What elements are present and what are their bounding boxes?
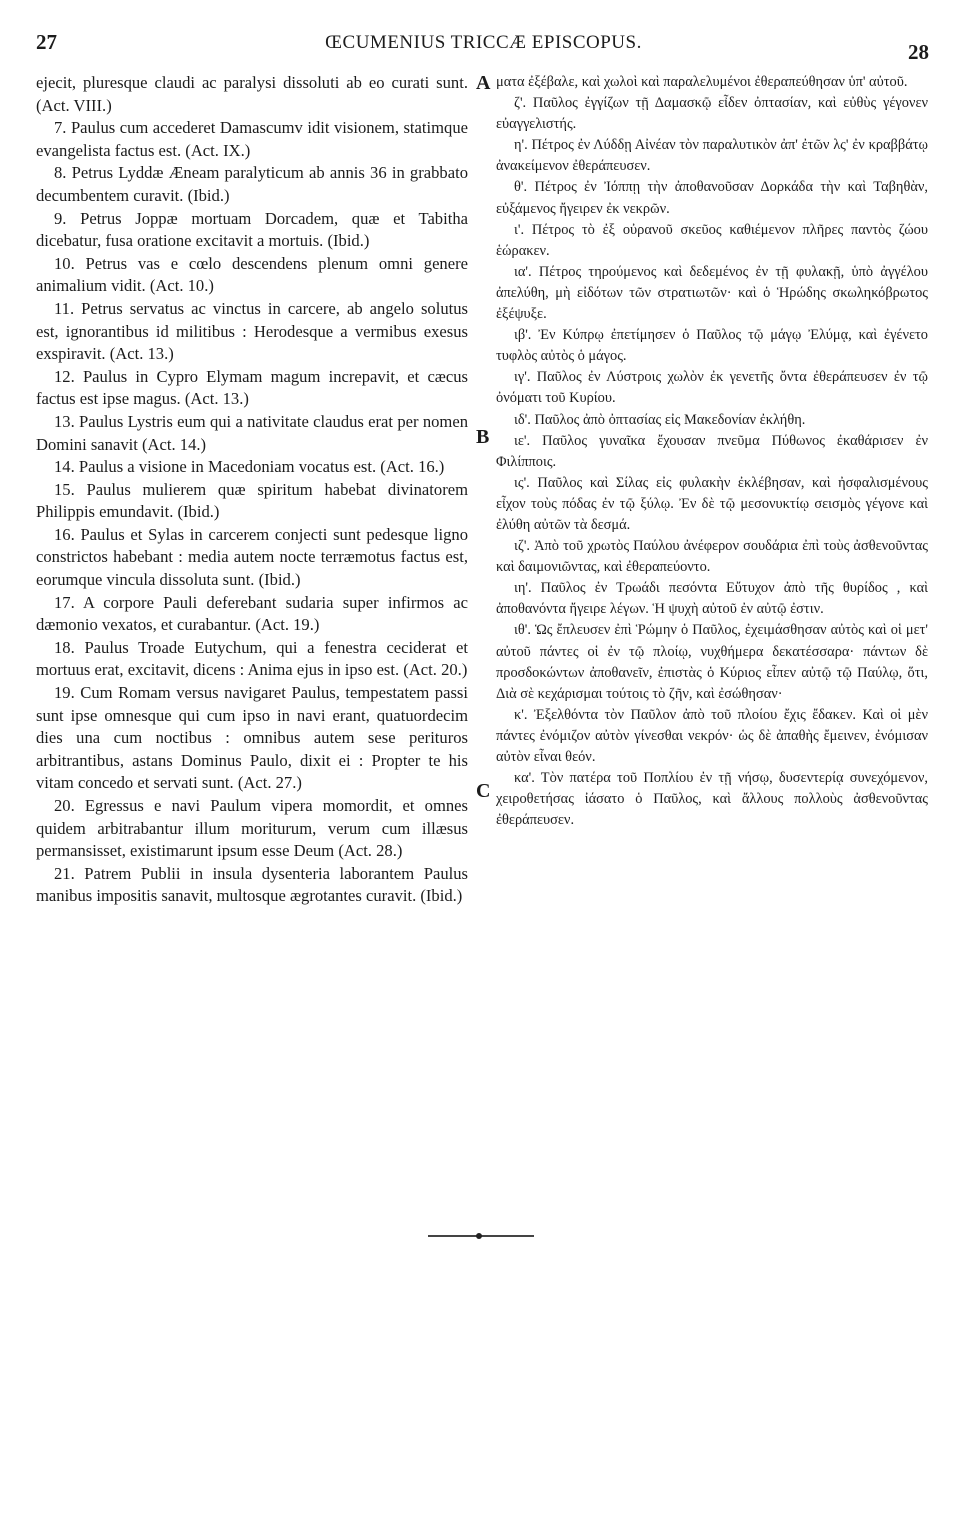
- greek-paragraph: η'. Πέτρος ἐν Λύδδῃ Αἰνέαν τὸν παραλυτικὸν ἀπ' ἐτῶν λς' ἐν κραββάτῳ ἀνακείμενον ἐθεράπευσεν.: [496, 137, 928, 175]
- latin-paragraph: 20. Egressus e navi Paulum vipera momordit, et omnes quidem arbitrabantur illum moriturum, verum cum illæsus permansisset, existimarunt ipsum esse Deum (Act. 28.): [36, 796, 468, 861]
- greek-paragraph: κ'. Ἐξελθόντα τὸν Παῦλον ἀπὸ τοῦ πλοίου ἔχις ἔδακεν. Καὶ οἱ μὲν πάντες ἐνόμιζον αὐτὸν γίνεσθαι νεκρόν· ὡς δὲ ἀπαθὴς ἔμεινεν, ἐνόμισαν αὐτὸν εἶναι θεόν.: [496, 706, 928, 765]
- margin-letter-a: A: [476, 72, 491, 94]
- greek-paragraph: ις'. Παῦλος καὶ Σίλας εἰς φυλακὴν ἐκλέβησαν, καὶ ἠσφαλισμένους εἶχον τοὺς πόδας ἐν τῷ ξύλῳ. Ἐν δὲ τῷ μεσονυκτίῳ σεισμὸς γέγονε καὶ ἐλύθη αὐτῶν τὰ δεσμά.: [496, 474, 928, 533]
- greek-paragraph: ζ'. Παῦλος ἐγγίζων τῇ Δαμασκῷ εἶδεν ὀπτασίαν, καὶ εὐθὺς γέγονεν εὐαγγελιστής.: [496, 95, 928, 133]
- latin-paragraph: 12. Paulus in Cypro Elymam magum increpavit, et cæcus factus est ipse magus. (Act. 13.): [36, 366, 468, 409]
- latin-paragraph: 8. Petrus Lyddæ Æneam paralyticum ab annis 36 in grabbato decumbentem curavit. (Ibid.): [36, 163, 468, 205]
- latin-paragraph: 13. Paulus Lystris eum qui a nativitate claudus erat per nomen Domini sanavit (Act. 14.): [36, 411, 468, 454]
- greek-paragraph: θ'. Πέτρος ἐν Ἰόππῃ τὴν ἀποθανοῦσαν Δορκάδα τὴν καὶ Ταβηθὰν, εὐξάμενος ἤγειρεν ἐκ νεκρῶν.: [496, 179, 928, 217]
- latin-paragraph: 10. Petrus vas e cœlo descendens plenum omni genere animalium vidit. (Act. 10.): [36, 253, 468, 296]
- greek-paragraph: ιη'. Παῦλος ἐν Τρωάδι πεσόντα Εὔτυχον ἀπὸ τῆς θυρίδος , καὶ ἀποθανόντα ἤγειρε λέγων. Ἡ ψυχὴ αὐτοῦ ἐν αὐτῷ ἐστιν.: [496, 580, 928, 618]
- greek-paragraph: ιδ'. Παῦλος ἀπὸ ὀπτασίας εἰς Μακεδονίαν ἐκλήθη.: [514, 411, 806, 428]
- margin-letter-b: B: [476, 426, 490, 448]
- greek-paragraph: ιε'. Παῦλος γυναῖκα ἔχουσαν πνεῦμα Πύθωνος ἐκαθάρισεν ἐν Φιλίπποις.: [496, 432, 928, 470]
- greek-column: [496, 72, 928, 831]
- latin-paragraph: 7. Paulus cum accederet Damascumv idit visionem, statimque evangelista factus est. (Act. IX.): [36, 118, 468, 160]
- greek-paragraph: ιβ'. Ἐν Κύπρῳ ἐπετίμησεν ὁ Παῦλος τῷ μάγῳ Ἐλύμᾳ, καὶ ἐγένετο τυφλὸς αὐτὸς ὁ μάγος.: [496, 327, 928, 365]
- greek-paragraph: ματα ἐξέβαλε, καὶ χωλοὶ καὶ παραλελυμένοι ἐθεραπεύθησαν ὑπ' αὐτοῦ.: [496, 74, 908, 90]
- greek-paragraph: ιζ'. Ἀπὸ τοῦ χρωτὸς Παύλου ἀνέφερον σουδάρια ἐπὶ τοὺς ἀσθενοῦντας καὶ δαιμονιῶντας, καὶ ἐθεραπεύοντο.: [496, 538, 928, 576]
- margin-letter-c: C: [476, 780, 491, 802]
- latin-paragraph: 9. Petrus Joppæ mortuam Dorcadem, quæ et Tabitha dicebatur, fusa oratione excitavit a mortuis. (Ibid.): [36, 208, 468, 251]
- page-number-left: 27: [36, 30, 57, 54]
- greek-paragraph: ια'. Πέτρος τηρούμενος καὶ δεδεμένος ἐν τῇ φυλακῇ, ὑπὸ ἀγγέλου ἀπελύθη, μὴ εἰδότων τῶν στρατιωτῶν· καὶ ὁ Ἡρώδης σκωληκόβρωτος ἐξέψυξε.: [496, 263, 928, 323]
- running-title: ŒCUMENIUS TRICCÆ EPISCOPUS.: [325, 32, 642, 53]
- latin-paragraph: 11. Petrus servatus ac vinctus in carcere, ab angelo solutus est, ignorantibus id militibus : Herodesque a vermibus exesus exspiravit. (Act. 13.): [36, 298, 468, 364]
- latin-paragraph: 14. Paulus a visione in Macedoniam vocatus est. (Act. 16.): [54, 457, 445, 477]
- latin-paragraph: 19. Cum Romam versus navigaret Paulus, tempestatem passi sunt ipse omnesque qui cum ipso in navi erant, quatuordecim dies una cum noctibus : omnibus autem sese perituros arbitrantibus, astans Dominus Paulo, dixit ei : Propter te his vitam concedo et servati sunt. (Act. 27.): [36, 683, 468, 793]
- latin-paragraph: 21. Patrem Publii in insula dysenteria laborantem Paulus manibus impositis sanavit, multosque ægrotantes curavit. (Ibid.): [36, 863, 468, 906]
- latin-paragraph: 17. A corpore Pauli deferebant sudaria super infirmos ac dæmonio vexatos, et curabantur. (Act. 19.): [36, 592, 468, 635]
- greek-paragraph: κα'. Τὸν πατέρα τοῦ Ποπλίου ἐν τῇ νήσῳ, δυσεντερίᾳ συνεχόμενον, χειροθετήσας ἰάσατο ὁ Παῦλος, καὶ ἄλλους πολλοὺς ἀσθενοῦντας ἐθεράπευσεν.: [496, 770, 928, 829]
- end-ornament-divider: [428, 1235, 534, 1237]
- page-number-right: 28: [908, 40, 929, 64]
- latin-column: [36, 72, 468, 908]
- latin-paragraph: 16. Paulus et Sylas in carcerem conjecti sunt pedesque ligno constrictos habebant : media autem nocte terræmotus factus est, eorumque vincula dissoluta sunt. (Ibid.): [36, 524, 468, 590]
- greek-paragraph: ιθ'. Ὡς ἔπλευσεν ἐπὶ Ῥώμην ὁ Παῦλος, ἐχειμάσθησαν αὐτὸς καὶ οἱ μετ' αὐτοῦ πάντες οἱ ἐν τῷ πλοίῳ, νυχθήμερα δεκατέσσαρα· πάντων δὲ προσδοκώντων ἀποθανεῖν, ἐπιστὰς ὁ Κύριος εἶπεν αὐτῷ τῷ Παύλῳ, ὅτι, Διὰ σὲ κεχάρισμαι τούτοις τὸ ζῆν, καὶ ἐσώθησαν·: [496, 622, 928, 702]
- latin-paragraph: ejecit, pluresque claudi ac paralysi dissoluti ab eo curati sunt. (Act. VIII.): [36, 73, 468, 115]
- latin-paragraph: 18. Paulus Troade Eutychum, qui a fenestra ceciderat et mortuus erat, excitavit, dicens : Anima ejus in ipso est. (Act. 20.): [36, 637, 468, 680]
- greek-paragraph: ιγ'. Παῦλος ἐν Λύστροις χωλὸν ἐκ γενετῆς ὄντα ἐθεράπευσεν ἐν τῷ ὀνόματι τοῦ Κυρίου.: [496, 369, 928, 407]
- latin-paragraph: 15. Paulus mulierem quæ spiritum habebat divinatorem Philippis emundavit. (Ibid.): [36, 479, 468, 522]
- greek-paragraph: ι'. Πέτρος τὸ ἐξ οὐρανοῦ σκεῦος καθιέμενον πλῆρες παντὸς ζώου ἑώρακεν.: [496, 221, 928, 259]
